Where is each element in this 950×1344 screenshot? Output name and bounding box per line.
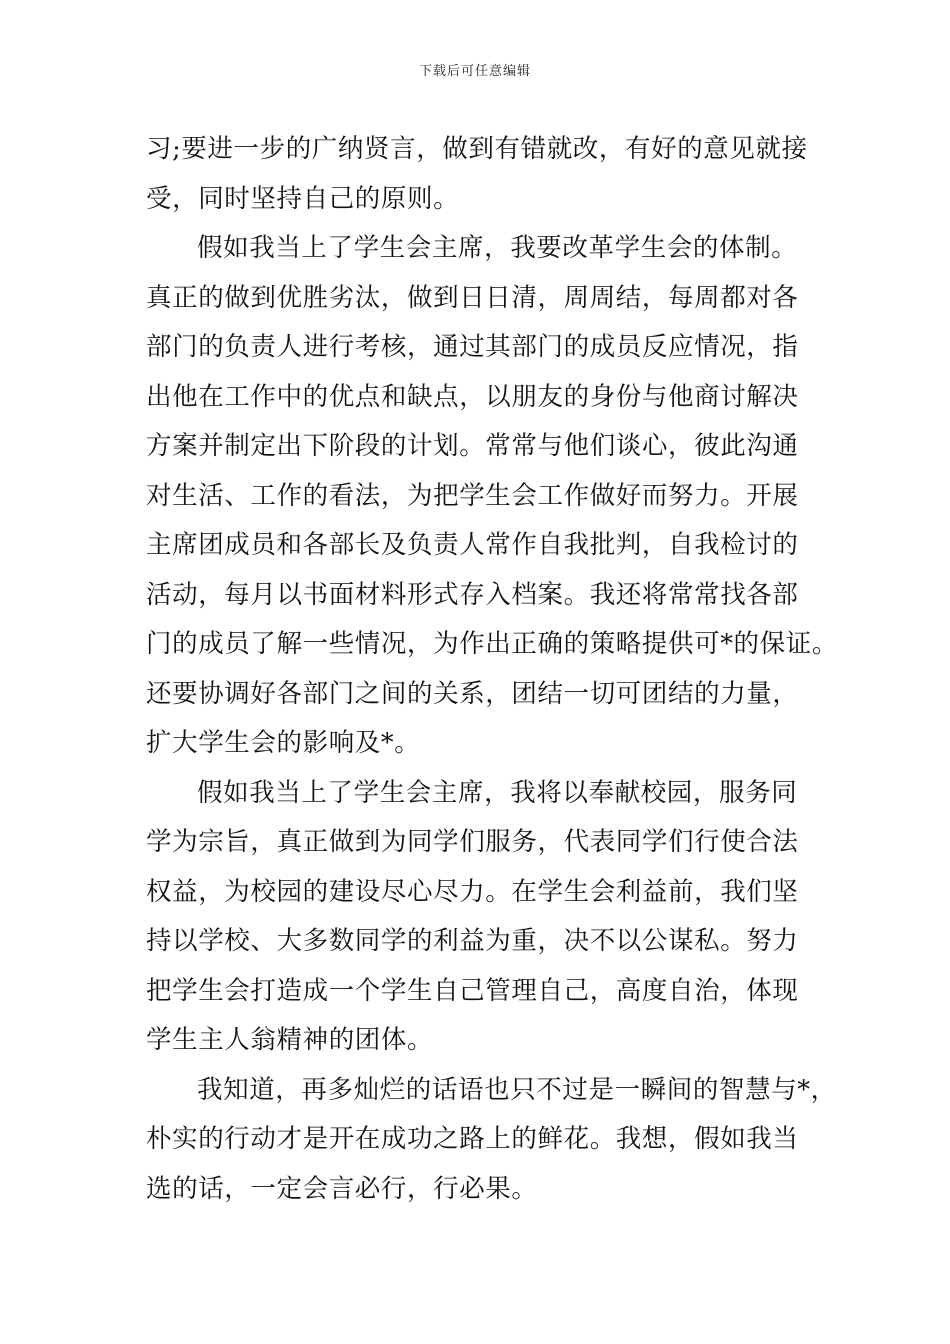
document-body bbox=[146, 125, 836, 1214]
text-line: 对生活、工作的看法，为把学生会工作做好而努力。开展 bbox=[146, 480, 799, 511]
paragraph-start-line: 假如我当上了学生会主席，我要改革学生会的体制。 bbox=[197, 233, 798, 263]
text-line: 朴实的行动才是开在成功之路上的鲜花。我想，假如我当 bbox=[146, 1124, 799, 1154]
paragraph-start-line: 假如我当上了学生会主席，我将以奉献校园，服务同 bbox=[197, 777, 798, 808]
text-line: 权益，为校园的建设尽心尽力。在学生会利益前，我们坚 bbox=[146, 876, 799, 907]
text-line: 门的成员了解一些情况，为作出正确的策略提供可*的保证。 bbox=[146, 629, 838, 659]
text-line: 真正的做到优胜劣汰，做到日日清，周周结，每周都对各 bbox=[146, 282, 799, 313]
text-line: 部门的负责人进行考核，通过其部门的成员反应情况，指 bbox=[146, 332, 799, 362]
paragraph-start-line: 我知道，再多灿烂的话语也只不过是一瞬间的智慧与*， bbox=[197, 1074, 837, 1105]
text-line: 学为宗旨，真正做到为同学们服务，代表同学们行使合法 bbox=[146, 827, 799, 857]
text-line: 把学生会打造成一个学生自己管理自己，高度自治，体现 bbox=[146, 975, 799, 1006]
text-line: 还要协调好各部门之间的关系，团结一切可团结的力量， bbox=[146, 678, 799, 709]
text-line: 习;要进一步的广纳贤言，做到有错就改，有好的意见就接 bbox=[146, 134, 808, 164]
text-line: 出他在工作中的优点和缺点，以朋友的身份与他商讨解决 bbox=[146, 381, 799, 412]
text-line: 持以学校、大多数同学的利益为重，决不以公谋私。努力 bbox=[146, 926, 799, 956]
text-line: 扩大学生会的影响及*。 bbox=[146, 728, 421, 758]
text-line: 学生主人翁精神的团体。 bbox=[146, 1025, 434, 1055]
text-line: 受，同时坚持自己的原则。 bbox=[146, 183, 460, 214]
text-line: 活动，每月以书面材料形式存入档案。我还将常常找各部 bbox=[146, 579, 799, 610]
text-line: 方案并制定出下阶段的计划。常常与他们谈心，彼此沟通 bbox=[146, 431, 799, 461]
text-line: 主席团成员和各部长及负责人常作自我批判，自我检讨的 bbox=[146, 530, 799, 560]
page-header: 下载后可任意编辑 bbox=[418, 64, 531, 79]
text-line: 选的话，一定会言必行，行必果。 bbox=[146, 1173, 538, 1204]
